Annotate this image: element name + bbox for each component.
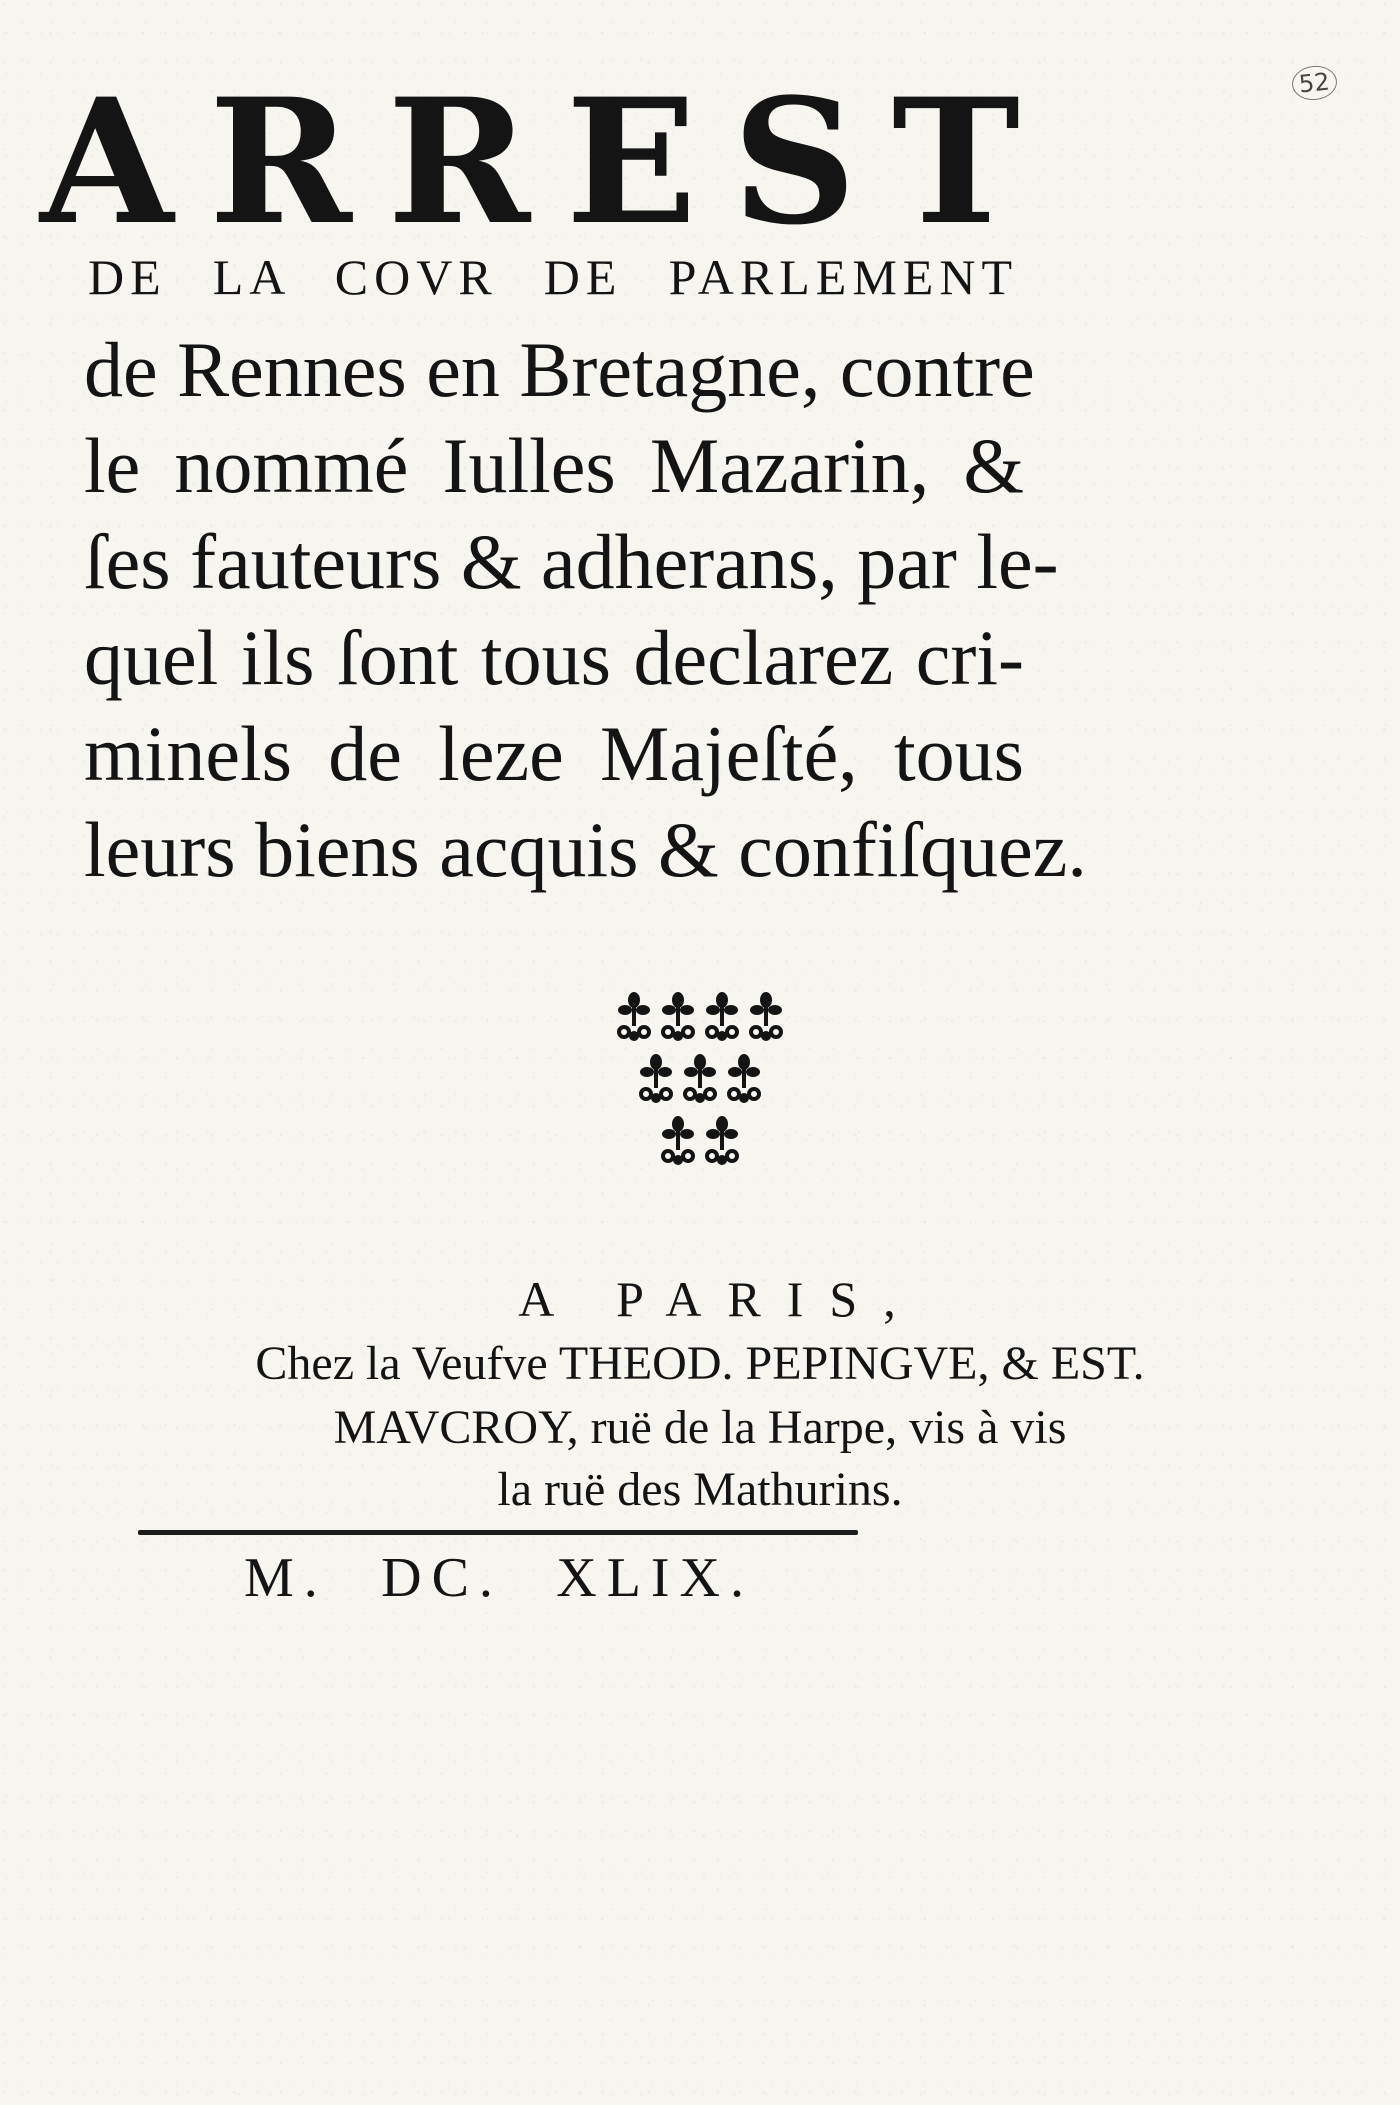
title-letter: E xyxy=(565,60,697,263)
ornament-row xyxy=(0,1052,1400,1114)
title-letter: T xyxy=(891,60,1020,263)
horizontal-rule xyxy=(138,1530,858,1535)
title-body xyxy=(84,322,1087,898)
fleuron-icon xyxy=(746,990,786,1048)
date-part-m: M. xyxy=(244,1547,328,1609)
title-line: quel ils ſont tous declarez cri- xyxy=(84,614,1024,701)
title-line: de Rennes en Bretagne, contre xyxy=(84,326,1035,413)
title-letter: R xyxy=(208,60,352,263)
fleuron-icon xyxy=(636,1052,676,1110)
title-line: le nommé Iulles Mazarin, & xyxy=(84,422,1024,509)
title-line: minels de leze Majeſté, tous xyxy=(84,710,1024,797)
imprint-publisher: Chez la Veufve THEOD. PEPINGVE, & EST. xyxy=(255,1337,1145,1390)
fleuron-icon xyxy=(702,1114,742,1172)
court-subtitle: DE LA COVR DE PARLEMENT xyxy=(88,249,1018,305)
imprint-address: MAVCROY, ruë de la Harpe, vis à vis xyxy=(333,1401,1067,1454)
fleuron-icon xyxy=(702,990,742,1048)
fleuron-icon xyxy=(724,1052,764,1110)
folio-number: 52 xyxy=(1290,64,1338,102)
ornament-row xyxy=(0,990,1400,1052)
main-title xyxy=(40,60,1020,263)
fleuron-icon xyxy=(658,1114,698,1172)
imprint-street: la ruë des Mathurins. xyxy=(497,1463,903,1516)
printers-ornament xyxy=(0,990,1400,1176)
date-part-xlix: XLIX. xyxy=(556,1547,754,1609)
title-letter: A xyxy=(40,60,174,263)
title-line: ſes fauteurs & adherans, par le- xyxy=(84,518,1059,605)
imprint-date xyxy=(244,1546,754,1610)
fleuron-icon xyxy=(658,990,698,1048)
date-part-dc: DC. xyxy=(381,1547,503,1609)
title-letter: R xyxy=(387,60,531,263)
ornament-row xyxy=(0,1114,1400,1176)
title-line: leurs biens acquis & confiſquez. xyxy=(84,806,1087,893)
fleuron-icon xyxy=(614,990,654,1048)
imprint-city: A PARIS, xyxy=(518,1271,922,1327)
fleuron-icon xyxy=(680,1052,720,1110)
title-letter: S xyxy=(732,60,857,263)
